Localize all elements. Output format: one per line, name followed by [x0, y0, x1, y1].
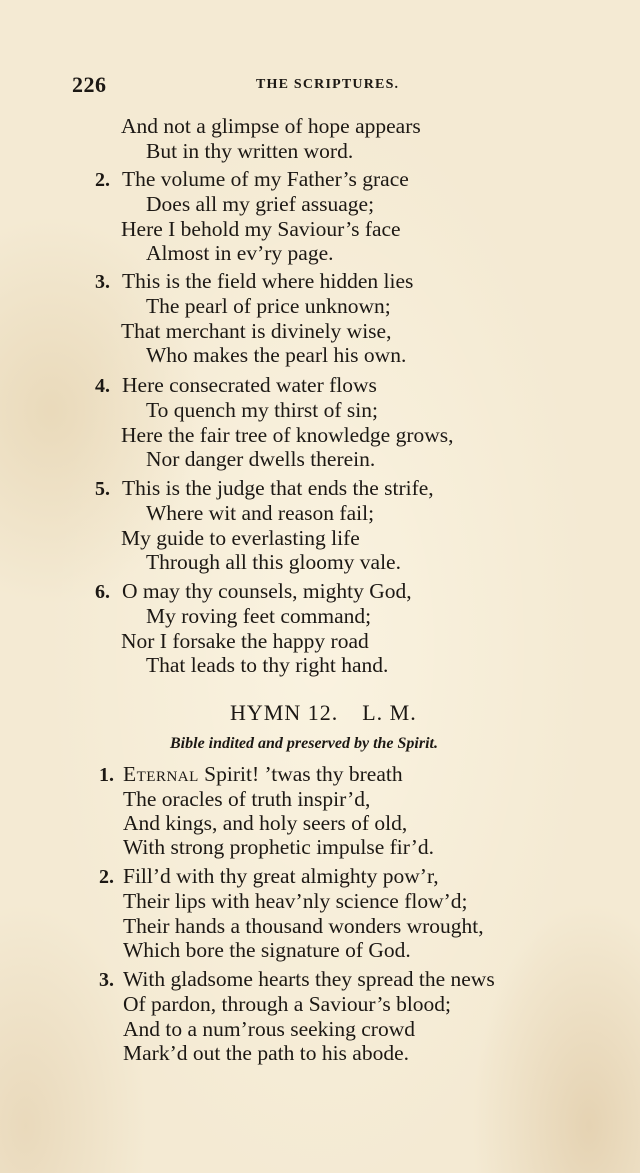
verse-line: The volume of my Father’s grace [122, 167, 409, 191]
verse-line: O may thy counsels, mighty God, [122, 579, 412, 603]
verse-line: Their hands a thousand wonders wrought, [123, 914, 484, 938]
verse-line: This is the judge that ends the strife, [122, 476, 434, 500]
verse-line: Where wit and reason fail; [146, 501, 375, 525]
stanza-number: 4. [95, 375, 110, 397]
stanza-number: 6. [95, 581, 110, 603]
verse-line: Nor danger dwells therein. [146, 447, 376, 471]
verse-line: With strong prophetic impulse fir’d. [123, 835, 435, 859]
verse-line: To quench my thirst of sin; [146, 398, 378, 422]
verse-line: That merchant is divinely wise, [121, 319, 392, 343]
verse-line: Eternal Spirit! ’twas thy breath [123, 762, 403, 786]
hymn-subtitle: Bible indited and preserved by the Spirit. [170, 735, 438, 752]
verse-line: But in thy written word. [146, 139, 354, 163]
verse-line: And to a num’rous seeking crowd [123, 1017, 415, 1041]
verse-line: Fill’d with thy great almighty pow’r, [123, 864, 439, 888]
page-header [72, 72, 552, 98]
verse-line: The oracles of truth inspir’d, [123, 787, 371, 811]
verse-line: That leads to thy right hand. [146, 653, 389, 677]
hymn-title [230, 700, 417, 726]
verse-line: Here consecrated water flows [122, 373, 377, 397]
verse-line: And kings, and holy seers of old, [123, 811, 408, 835]
running-head: THE SCRIPTURES. [256, 77, 400, 92]
verse-line: Through all this gloomy vale. [146, 550, 401, 574]
stanza-number: 3. [95, 271, 110, 293]
hymn-label: HYMN 12. [230, 700, 339, 725]
stanza-number: 2. [99, 866, 114, 888]
verse-line: Does all my grief assuage; [146, 192, 375, 216]
verse-line: Mark’d out the path to his abode. [123, 1041, 410, 1065]
verse-line: My guide to everlasting life [121, 526, 360, 550]
verse-line: Of pardon, through a Saviour’s blood; [123, 992, 452, 1016]
verse-line: Who makes the pearl his own. [146, 343, 407, 367]
verse-line: This is the field where hidden lies [122, 269, 414, 293]
verse-line: Here the fair tree of knowledge grows, [121, 423, 454, 447]
stanza-number: 1. [99, 764, 114, 786]
stanza-number: 2. [95, 169, 110, 191]
verse-line: Nor I forsake the happy road [121, 629, 369, 653]
verse-line: Which bore the signature of God. [123, 938, 411, 962]
verse-line: Their lips with heav’nly science flow’d; [123, 889, 468, 913]
verse-line: The pearl of price unknown; [146, 294, 391, 318]
verse-line: Here I behold my Saviour’s face [121, 217, 401, 241]
verse-line: And not a glimpse of hope appears [121, 114, 421, 138]
stanza-number: 3. [99, 969, 114, 991]
verse-line: With gladsome hearts they spread the news [123, 967, 495, 991]
hymn-meter: L. M. [362, 700, 417, 725]
first-word: Eternal [123, 762, 199, 786]
verse-line: My roving feet command; [146, 604, 372, 628]
page-number: 226 [72, 72, 107, 97]
verse-line: Almost in ev’ry page. [146, 241, 334, 265]
stanza-number: 5. [95, 478, 110, 500]
